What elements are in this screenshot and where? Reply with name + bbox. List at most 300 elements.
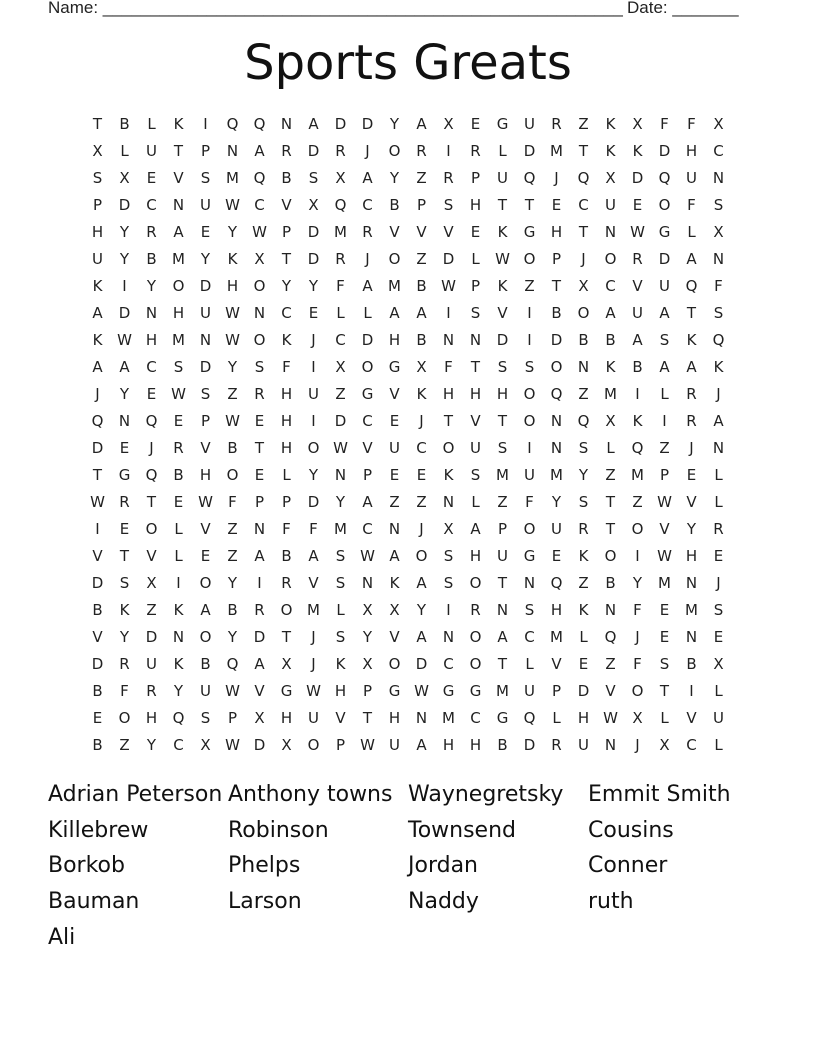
grid-letter: P <box>362 682 373 700</box>
grid-letter: U <box>686 169 697 187</box>
grid-letter: L <box>714 466 723 484</box>
grid-letter: L <box>552 709 561 727</box>
grid-letter: K <box>713 358 724 376</box>
word-bank-item: Ali <box>48 924 76 950</box>
grid-letter: J <box>716 574 721 592</box>
grid-letter: U <box>659 277 670 295</box>
grid-letter: B <box>416 277 427 295</box>
grid-row <box>84 570 732 597</box>
grid-letter: P <box>227 709 238 727</box>
grid-letter: M <box>172 250 185 268</box>
grid-letter: W <box>117 331 132 349</box>
grid-letter: B <box>281 169 292 187</box>
grid-letter: B <box>92 682 103 700</box>
grid-letter: T <box>254 439 265 457</box>
grid-letter: Y <box>119 250 130 268</box>
grid-letter: K <box>335 655 346 673</box>
grid-letter: O <box>118 709 131 727</box>
grid-letter: U <box>551 520 562 538</box>
grid-letter: T <box>281 250 292 268</box>
grid-letter: B <box>92 601 103 619</box>
grid-letter: S <box>524 358 535 376</box>
grid-letter: V <box>173 169 184 187</box>
grid-letter: H <box>442 736 455 754</box>
grid-letter: R <box>173 439 184 457</box>
word-bank-item: Adrian Peterson <box>48 782 223 807</box>
grid-letter: C <box>443 655 454 673</box>
grid-letter: V <box>659 520 670 538</box>
grid-letter: K <box>173 601 184 619</box>
grid-letter: Y <box>227 628 238 646</box>
grid-letter: C <box>281 304 292 322</box>
grid-letter: O <box>523 250 536 268</box>
grid-letter: X <box>389 601 400 619</box>
grid-letter: S <box>173 358 184 376</box>
grid-letter: R <box>632 250 643 268</box>
grid-letter: G <box>523 223 536 241</box>
grid-letter: L <box>120 142 129 160</box>
grid-letter: S <box>443 196 454 214</box>
grid-letter: V <box>146 547 157 565</box>
grid-letter: W <box>225 682 240 700</box>
grid-letter: B <box>227 439 238 457</box>
grid-letter: S <box>524 601 535 619</box>
grid-letter: Z <box>416 250 427 268</box>
grid-letter: Q <box>523 709 536 727</box>
grid-letter: D <box>415 655 428 673</box>
grid-letter: G <box>280 682 293 700</box>
grid-letter: G <box>469 682 482 700</box>
grid-letter: D <box>307 223 320 241</box>
grid-letter: A <box>497 628 508 646</box>
grid-letter: P <box>200 412 211 430</box>
grid-row <box>84 354 732 381</box>
grid-letter: I <box>662 412 667 430</box>
grid-letter: U <box>632 304 643 322</box>
grid-letter: U <box>92 250 103 268</box>
grid-letter: F <box>228 493 237 511</box>
grid-letter: K <box>497 277 508 295</box>
grid-letter: D <box>658 142 671 160</box>
grid-letter: T <box>92 115 103 133</box>
grid-letter: M <box>658 574 671 592</box>
word-bank-item: Larson <box>228 889 302 915</box>
grid-letter: Q <box>226 655 239 673</box>
grid-row <box>84 408 732 435</box>
grid-letter: W <box>225 331 240 349</box>
grid-letter: L <box>579 628 588 646</box>
grid-letter: Y <box>389 169 400 187</box>
grid-letter: F <box>687 196 696 214</box>
grid-letter: Y <box>146 736 157 754</box>
grid-letter: N <box>442 628 455 646</box>
grid-letter: C <box>362 196 373 214</box>
grid-letter: Q <box>550 574 563 592</box>
grid-letter: S <box>659 655 670 673</box>
grid-letter: I <box>176 574 181 592</box>
grid-letter: X <box>254 709 265 727</box>
grid-row <box>84 111 732 138</box>
grid-letter: C <box>470 709 481 727</box>
grid-letter: B <box>578 331 589 349</box>
grid-letter: S <box>443 547 454 565</box>
grid-letter: A <box>254 655 265 673</box>
grid-letter: E <box>119 439 130 457</box>
grid-letter: V <box>335 709 346 727</box>
word-bank-item: Robinson <box>228 817 329 843</box>
grid-letter: A <box>92 358 103 376</box>
grid-letter: T <box>605 520 616 538</box>
grid-letter: N <box>442 493 455 511</box>
grid-letter: O <box>523 520 536 538</box>
word-bank-item: Cousins <box>588 817 674 843</box>
grid-letter: Y <box>686 520 697 538</box>
grid-letter: P <box>497 520 508 538</box>
grid-letter: T <box>659 682 670 700</box>
grid-letter: Y <box>227 574 238 592</box>
grid-letter: X <box>416 358 427 376</box>
grid-letter: S <box>443 574 454 592</box>
grid-letter: O <box>631 682 644 700</box>
grid-letter: Y <box>362 628 373 646</box>
page-title: Sports Greats <box>244 35 572 91</box>
grid-letter: Y <box>281 277 292 295</box>
grid-letter: A <box>416 115 427 133</box>
grid-letter: V <box>92 628 103 646</box>
grid-letter: H <box>91 223 104 241</box>
grid-letter: D <box>199 277 212 295</box>
grid-letter: H <box>469 385 482 403</box>
grid-letter: W <box>198 493 213 511</box>
grid-letter: P <box>470 277 481 295</box>
grid-letter: A <box>416 736 427 754</box>
grid-letter: R <box>254 385 265 403</box>
grid-letter: S <box>470 304 481 322</box>
grid-letter: L <box>660 385 669 403</box>
grid-letter: O <box>253 331 266 349</box>
grid-letter: X <box>713 115 724 133</box>
grid-letter: G <box>442 682 455 700</box>
grid-letter: R <box>362 223 373 241</box>
grid-letter: R <box>443 169 454 187</box>
grid-letter: T <box>443 412 454 430</box>
grid-letter: R <box>470 142 481 160</box>
grid-row <box>84 138 732 165</box>
grid-letter: M <box>685 601 698 619</box>
grid-letter: L <box>606 439 615 457</box>
grid-row <box>84 732 732 759</box>
grid-letter: N <box>550 412 563 430</box>
grid-letter: O <box>469 628 482 646</box>
grid-letter: N <box>415 709 428 727</box>
grid-row <box>84 246 732 273</box>
word-bank-item: Naddy <box>408 889 479 915</box>
grid-letter: E <box>713 547 724 565</box>
grid-letter: Q <box>145 466 158 484</box>
grid-letter: H <box>469 196 482 214</box>
grid-letter: M <box>631 466 644 484</box>
grid-letter: K <box>632 142 643 160</box>
grid-letter: R <box>119 493 130 511</box>
grid-letter: N <box>685 628 698 646</box>
grid-letter: P <box>281 493 292 511</box>
grid-letter: R <box>119 655 130 673</box>
grid-letter: U <box>713 709 724 727</box>
grid-letter: Z <box>146 601 157 619</box>
grid-letter: Q <box>631 439 644 457</box>
grid-row <box>84 219 732 246</box>
grid-letter: T <box>524 196 535 214</box>
grid-letter: T <box>173 142 184 160</box>
grid-letter: L <box>147 115 156 133</box>
grid-letter: F <box>660 115 669 133</box>
grid-letter: Z <box>659 439 670 457</box>
grid-letter: I <box>689 682 694 700</box>
grid-letter: E <box>146 385 157 403</box>
grid-letter: K <box>632 412 643 430</box>
grid-letter: H <box>280 412 293 430</box>
grid-letter: D <box>631 169 644 187</box>
grid-letter: L <box>714 736 723 754</box>
grid-letter: P <box>551 682 562 700</box>
grid-letter: V <box>308 574 319 592</box>
grid-letter: N <box>253 520 266 538</box>
grid-letter: A <box>686 358 697 376</box>
grid-letter: S <box>713 601 724 619</box>
grid-letter: B <box>551 304 562 322</box>
grid-letter: X <box>605 412 616 430</box>
grid-letter: J <box>95 385 100 403</box>
grid-row <box>84 165 732 192</box>
grid-letter: Y <box>389 115 400 133</box>
grid-letter: F <box>336 277 345 295</box>
grid-letter: U <box>308 385 319 403</box>
grid-letter: E <box>416 466 427 484</box>
grid-letter: Q <box>226 115 239 133</box>
grid-letter: Y <box>632 574 643 592</box>
grid-letter: B <box>173 466 184 484</box>
grid-letter: A <box>605 304 616 322</box>
grid-letter: K <box>416 385 427 403</box>
grid-letter: N <box>145 304 158 322</box>
grid-letter: N <box>172 196 185 214</box>
grid-letter: R <box>281 574 292 592</box>
grid-letter: K <box>578 547 589 565</box>
grid-letter: X <box>335 169 346 187</box>
grid-row <box>84 705 732 732</box>
grid-letter: A <box>389 304 400 322</box>
grid-letter: Z <box>578 385 589 403</box>
grid-letter: O <box>469 655 482 673</box>
grid-letter: N <box>226 142 239 160</box>
header-fields <box>48 0 739 19</box>
grid-letter: A <box>362 277 373 295</box>
grid-letter: H <box>550 223 563 241</box>
grid-letter: V <box>551 655 562 673</box>
date-field[interactable]: Date: _______ <box>627 0 739 17</box>
grid-letter: Q <box>172 709 185 727</box>
grid-letter: F <box>309 520 318 538</box>
grid-letter: S <box>92 169 103 187</box>
grid-letter: E <box>389 412 400 430</box>
grid-letter: U <box>146 655 157 673</box>
grid-letter: K <box>605 115 616 133</box>
grid-letter: A <box>362 169 373 187</box>
grid-letter: S <box>335 574 346 592</box>
grid-letter: S <box>713 196 724 214</box>
grid-letter: J <box>419 520 424 538</box>
grid-letter: B <box>119 115 130 133</box>
grid-letter: M <box>172 331 185 349</box>
grid-letter: S <box>659 331 670 349</box>
grid-letter: Z <box>524 277 535 295</box>
grid-letter: I <box>122 277 127 295</box>
grid-letter: D <box>253 628 266 646</box>
grid-letter: V <box>389 223 400 241</box>
grid-letter: S <box>578 439 589 457</box>
grid-letter: W <box>657 547 672 565</box>
grid-letter: M <box>307 601 320 619</box>
grid-letter: E <box>146 169 157 187</box>
grid-letter: K <box>605 358 616 376</box>
grid-letter: R <box>335 142 346 160</box>
grid-letter: I <box>446 601 451 619</box>
grid-letter: Q <box>658 169 671 187</box>
grid-letter: U <box>470 439 481 457</box>
grid-letter: A <box>254 142 265 160</box>
grid-letter: Z <box>416 169 427 187</box>
grid-letter: P <box>335 736 346 754</box>
word-bank-item: Waynegretsky <box>408 782 564 807</box>
grid-letter: J <box>149 439 154 457</box>
grid-letter: P <box>551 250 562 268</box>
grid-letter: T <box>119 547 130 565</box>
grid-row <box>84 462 732 489</box>
grid-letter: U <box>524 115 535 133</box>
grid-letter: H <box>280 439 293 457</box>
grid-letter: H <box>226 277 239 295</box>
grid-letter: R <box>146 223 157 241</box>
grid-letter: S <box>578 493 589 511</box>
grid-row <box>84 381 732 408</box>
grid-letter: A <box>632 331 643 349</box>
grid-letter: W <box>360 736 375 754</box>
grid-letter: B <box>416 331 427 349</box>
grid-letter: B <box>605 331 616 349</box>
grid-letter: C <box>254 196 265 214</box>
grid-letter: O <box>550 358 563 376</box>
grid-letter: G <box>388 358 401 376</box>
grid-letter: O <box>388 142 401 160</box>
grid-letter: D <box>199 358 212 376</box>
grid-letter: V <box>497 304 508 322</box>
grid-letter: Y <box>308 277 319 295</box>
grid-letter: V <box>200 439 211 457</box>
grid-letter: T <box>281 628 292 646</box>
grid-letter: F <box>282 520 291 538</box>
grid-letter: O <box>145 520 158 538</box>
grid-letter: O <box>604 250 617 268</box>
word-bank-item: Jordan <box>408 853 478 879</box>
grid-letter: E <box>713 628 724 646</box>
grid-letter: S <box>335 628 346 646</box>
grid-letter: E <box>551 547 562 565</box>
grid-letter: L <box>174 547 183 565</box>
grid-letter: B <box>281 547 292 565</box>
grid-row <box>84 624 732 651</box>
grid-letter: J <box>716 385 721 403</box>
grid-letter: E <box>254 466 265 484</box>
grid-letter: S <box>119 574 130 592</box>
grid-letter: Y <box>551 493 562 511</box>
grid-letter: H <box>496 385 509 403</box>
grid-row <box>84 489 732 516</box>
name-field[interactable]: Name: _______________________________________________________ <box>48 0 623 17</box>
grid-letter: Q <box>577 169 590 187</box>
grid-letter: B <box>227 601 238 619</box>
word-bank-item: Borkob <box>48 853 125 879</box>
grid-letter: D <box>523 142 536 160</box>
grid-letter: X <box>443 115 454 133</box>
grid-letter: H <box>469 736 482 754</box>
grid-row <box>84 651 732 678</box>
grid-letter: L <box>174 520 183 538</box>
grid-letter: E <box>659 601 670 619</box>
grid-letter: K <box>92 277 103 295</box>
grid-letter: O <box>442 439 455 457</box>
grid-letter: A <box>416 304 427 322</box>
grid-letter: U <box>578 736 589 754</box>
grid-letter: R <box>578 520 589 538</box>
grid-letter: W <box>225 736 240 754</box>
grid-letter: N <box>253 304 266 322</box>
word-bank-item: Bauman <box>48 889 140 915</box>
grid-letter: D <box>91 655 104 673</box>
grid-letter: C <box>713 142 724 160</box>
grid-letter: N <box>712 169 725 187</box>
grid-letter: M <box>226 169 239 187</box>
grid-letter: D <box>91 439 104 457</box>
grid-letter: D <box>307 250 320 268</box>
grid-letter: A <box>713 412 724 430</box>
grid-letter: K <box>119 601 130 619</box>
grid-letter: E <box>92 709 103 727</box>
grid-letter: W <box>360 547 375 565</box>
grid-letter: V <box>686 709 697 727</box>
grid-letter: G <box>658 223 671 241</box>
grid-letter: O <box>280 601 293 619</box>
grid-letter: X <box>605 169 616 187</box>
grid-letter: M <box>550 466 563 484</box>
word-bank-item: ruth <box>588 889 634 915</box>
grid-letter: Q <box>685 277 698 295</box>
grid-letter: X <box>362 655 373 673</box>
grid-letter: L <box>525 655 534 673</box>
grid-letter: L <box>471 250 480 268</box>
grid-letter: W <box>225 412 240 430</box>
grid-letter: I <box>446 142 451 160</box>
grid-letter: O <box>307 736 320 754</box>
grid-letter: S <box>335 547 346 565</box>
grid-letter: C <box>335 331 346 349</box>
grid-letter: C <box>416 439 427 457</box>
grid-letter: E <box>470 223 481 241</box>
grid-letter: M <box>604 385 617 403</box>
grid-letter: O <box>631 520 644 538</box>
grid-letter: D <box>118 196 131 214</box>
grid-letter: H <box>199 466 212 484</box>
grid-letter: A <box>308 547 319 565</box>
